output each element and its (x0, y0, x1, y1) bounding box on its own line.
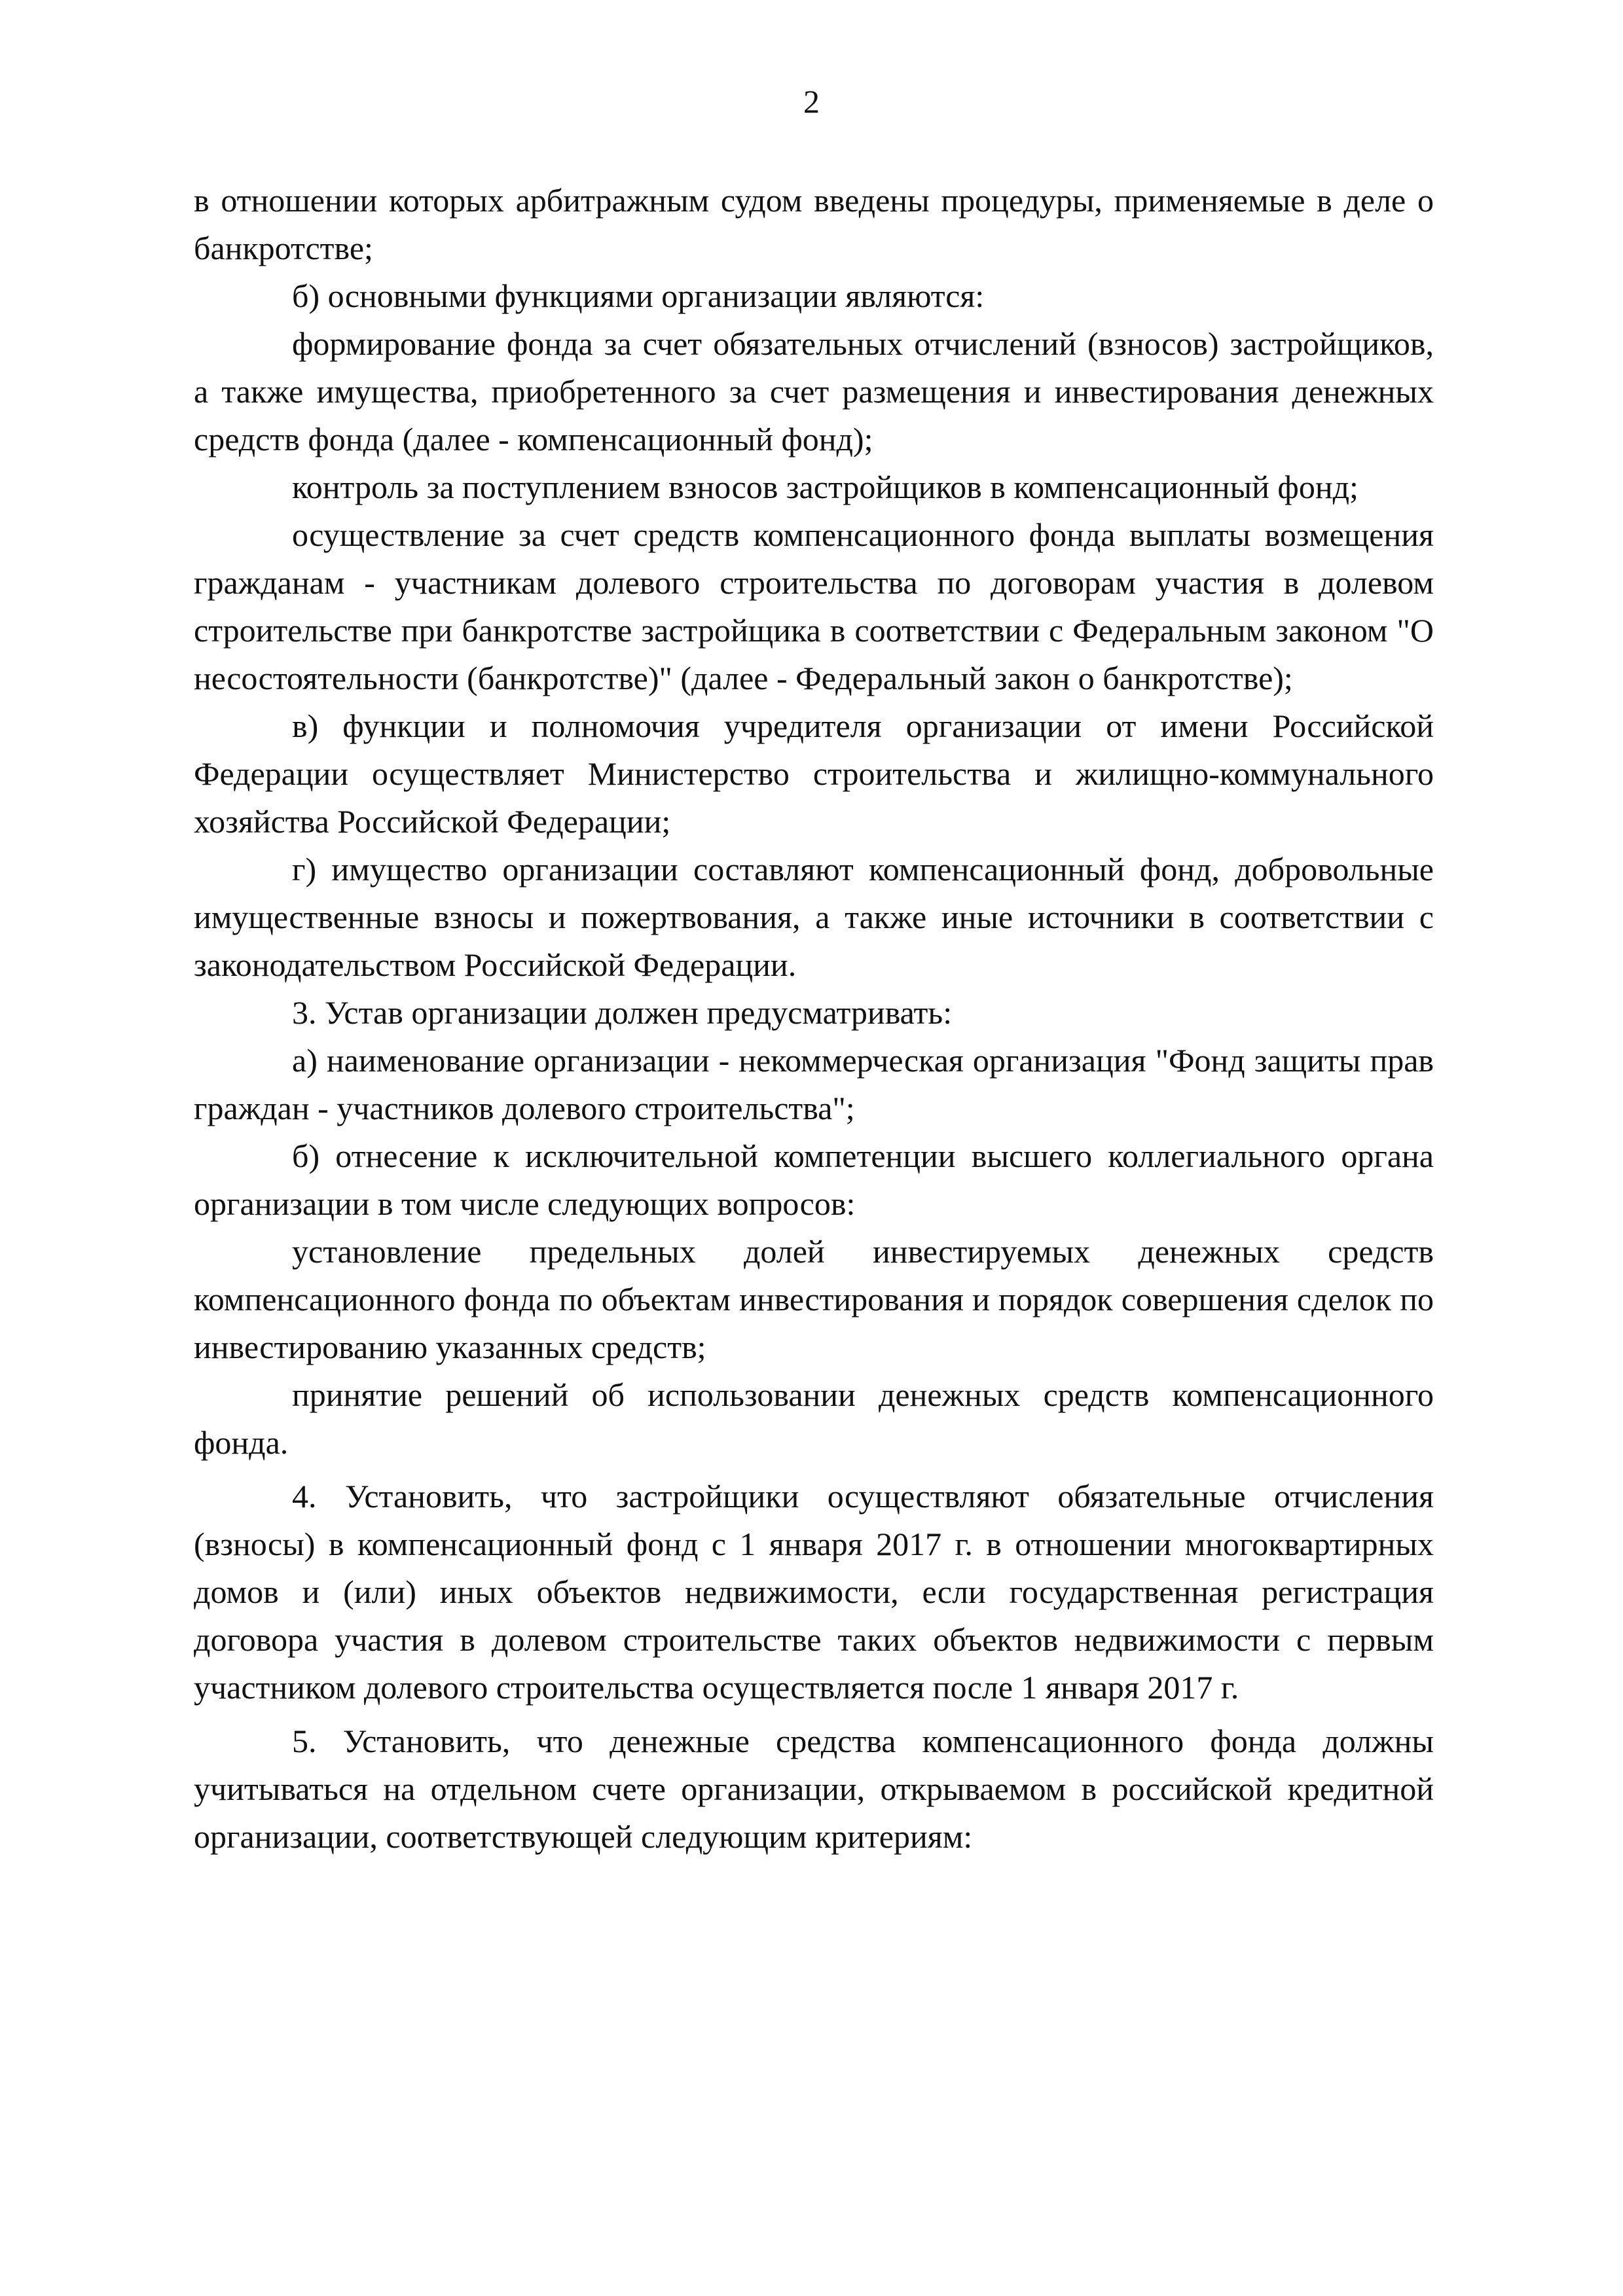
paragraph-clause-5: 5. Установить, что денежные средства компенсационного фонда должны учитываться на отдельном счете организации, открываемом в российской кредитной организации, соответствующей следующим критериям: (194, 1723, 1434, 1855)
paragraph-exclusive-competence: б) отнесение к исключительной компетенции высшего коллегиального органа организации в том числе следующих вопросов: (194, 1138, 1434, 1222)
paragraph-functions-intro: б) основными функциями организации являются: (292, 278, 985, 314)
document-body (194, 177, 1434, 1861)
page-number: 2 (803, 83, 820, 120)
paragraph-fund-use-decisions: принятие решений об использовании денежных средств компенсационного фонда. (194, 1376, 1434, 1461)
paragraph-investment-shares: установление предельных долей инвестируемых денежных средств компенсационного фонда по объектам инвестирования и порядок совершения сделок по инвестированию указанных средств; (194, 1233, 1434, 1365)
paragraph-organization-property: г) имущество организации составляют компенсационный фонд, добровольные имущественные взносы и пожертвования, а также иные источники в соответствии с законодательством Российской Федерации. (194, 851, 1434, 983)
paragraph-clause-4: 4. Установить, что застройщики осуществляют обязательные отчисления (взносы) в компенсационный фонд с 1 января 2017 г. в отношении многоквартирных домов и (или) иных объектов недвижимости, если государственная регистрация договора участия в долевом строительстве таких объектов недвижимости с первым участником долевого строительства осуществляется после 1 января 2017 г. (194, 1478, 1434, 1706)
paragraph-charter-requirements: 3. Устав организации должен предусматривать: (292, 994, 953, 1031)
paragraph-fund-formation: формирование фонда за счет обязательных отчислений (взносов) застройщиков, а также имущества, приобретенного за счет размещения и инвестирования денежных средств фонда (далее - компенсационный фонд); (194, 325, 1434, 457)
paragraph-compensation-payments: осуществление за счет средств компенсационного фонда выплаты возмещения гражданам - участникам долевого строительства по договорам участия в долевом строительстве при банкротстве застройщика в соответствии с Федеральным законом "О несостоятельности (банкротстве)" (далее - Федеральный закон о банкротстве); (194, 516, 1434, 696)
paragraph-organization-name: а) наименование организации - некоммерческая организация "Фонд защиты прав граждан - участников долевого строительства"; (194, 1042, 1434, 1126)
paragraph-continuation: в отношении которых арбитражным судом введены процедуры, применяемые в деле о банкротстве; (194, 182, 1434, 266)
paragraph-founder-functions: в) функции и полномочия учредителя организации от имени Российской Федерации осуществляет Министерство строительства и жилищно-коммунального хозяйства Российской Федерации; (194, 708, 1434, 840)
paragraph-contributions-control: контроль за поступлением взносов застройщиков в компенсационный фонд; (292, 469, 1359, 505)
